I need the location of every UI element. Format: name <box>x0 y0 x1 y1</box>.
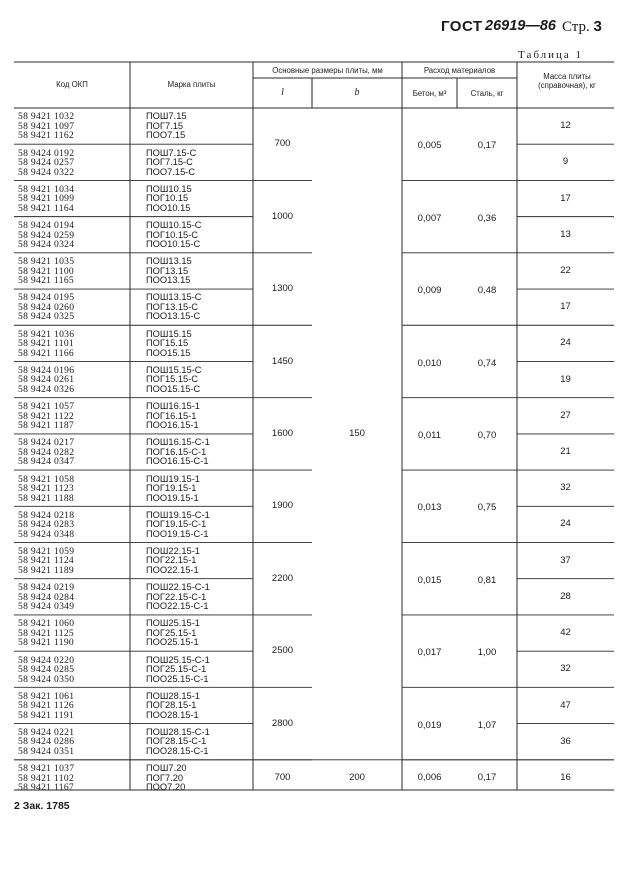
okp-code: 58 9424 0220 <box>18 654 75 666</box>
okp-code: 58 9421 1123 <box>18 483 75 494</box>
plate-mark: ПОШ16.15-1 <box>146 401 200 411</box>
plate-mass: 17 <box>560 301 571 313</box>
plate-mass: 36 <box>560 735 571 747</box>
plate-mark: ПОШ13.15-С <box>146 292 202 303</box>
page-number: 3 <box>593 18 602 35</box>
okp-code: 58 9424 0285 <box>18 664 75 675</box>
plate-mark: ПОГ22.15-1 <box>146 555 197 566</box>
plate-mark: ПОШ28.15-1 <box>146 690 200 701</box>
plate-mark: ПОГ25.15-С-1 <box>146 664 207 674</box>
plate-mass: 28 <box>560 590 571 602</box>
width-b: 150 <box>349 427 365 439</box>
plate-mark: ПОГ7.15-С <box>146 157 193 168</box>
plate-mass: 24 <box>560 337 571 349</box>
okp-code: 58 9424 0282 <box>18 446 75 458</box>
table-caption: Таблица 1 <box>518 49 584 61</box>
okp-code: 58 9424 0261 <box>18 374 75 386</box>
plate-mass: 37 <box>560 554 571 566</box>
length-l: 2800 <box>271 717 294 729</box>
plate-mass: 9 <box>562 156 569 168</box>
standard-label: ГОСТ <box>441 18 483 35</box>
page-label: Стр. <box>562 19 590 35</box>
okp-code: 58 9421 1034 <box>18 183 75 195</box>
plate-mark: ПОО10.15-С <box>146 239 201 249</box>
okp-code: 58 9421 1187 <box>18 420 75 431</box>
col-header-mass: Масса плиты (справочная), кг <box>538 72 596 90</box>
plate-mass: 17 <box>560 192 571 204</box>
okp-code: 58 9424 0192 <box>18 147 75 159</box>
okp-code: 58 9424 0347 <box>18 456 75 468</box>
okp-code: 58 9424 0257 <box>18 157 75 169</box>
plate-mark: ПОГ15.15-С <box>146 374 199 385</box>
plate-mark: ПОО13.15 <box>146 275 191 286</box>
plate-mark: ПОШ25.15-С-1 <box>146 654 210 665</box>
col-header-steel: Сталь, кг <box>470 89 504 98</box>
plate-mark: ПОШ13.15 <box>146 256 192 267</box>
okp-code: 58 9424 0350 <box>18 673 75 685</box>
plate-mark: ПОШ10.15-С <box>146 220 202 230</box>
plate-mark: ПОГ10.15 <box>146 193 189 204</box>
okp-code: 58 9424 0325 <box>18 311 75 323</box>
length-l: 700 <box>274 138 291 150</box>
col-header-dimensions: Основные размеры плиты, мм <box>272 66 383 75</box>
okp-code: 58 9424 0196 <box>18 364 75 376</box>
plate-mark: ПОО22.15-С-1 <box>146 601 209 612</box>
steel-mass: 1,00 <box>477 647 497 659</box>
width-b-last: 200 <box>349 771 365 783</box>
plate-mark: ПОГ13.15 <box>146 265 189 276</box>
okp-code: 58 9421 1061 <box>18 690 75 702</box>
okp-code: 58 9424 0349 <box>18 601 75 613</box>
plate-mark: ПОО16.15-С-1 <box>146 456 209 467</box>
concrete-volume: 0,005 <box>417 140 442 152</box>
okp-code: 58 9424 0348 <box>18 528 75 540</box>
plate-mark: ПОО7.15-С <box>146 166 196 177</box>
okp-code: 58 9424 0259 <box>18 229 75 241</box>
okp-code: 58 9424 0260 <box>18 301 75 313</box>
plate-mark: ПОГ28.15-С-1 <box>146 736 207 747</box>
okp-code: 58 9421 1189 <box>18 564 75 576</box>
plate-mark: ПОО19.15-С-1 <box>146 528 209 539</box>
length-l: 1450 <box>271 355 294 367</box>
plate-mass: 19 <box>560 373 571 385</box>
plate-mark: ПОГ28.15-1 <box>146 700 197 711</box>
plate-mark: ПОШ19.15-1 <box>146 473 200 484</box>
plate-mark: ПОШ15.15-С <box>146 364 202 375</box>
okp-code: 58 9424 0322 <box>18 166 75 178</box>
steel-mass: 0,36 <box>477 212 497 224</box>
length-l: 1600 <box>271 427 294 439</box>
plate-mark: ПОО25.15-1 <box>146 637 199 648</box>
length-l-last: 700 <box>274 771 291 783</box>
footer-note: 2 Зак. 1785 <box>14 800 70 812</box>
plate-mark: ПОШ22.15-1 <box>146 545 200 556</box>
okp-code: 58 9424 0286 <box>18 736 75 748</box>
okp-code: 58 9421 1060 <box>18 618 75 630</box>
length-l: 1300 <box>271 283 294 295</box>
okp-code: 58 9421 1097 <box>18 120 75 132</box>
okp-code: 58 9421 1166 <box>18 347 75 359</box>
plate-mark: ПОГ16.15-1 <box>146 410 197 421</box>
plate-mark: ПОО15.15 <box>146 347 191 358</box>
okp-code: 58 9421 1102 <box>18 772 75 784</box>
plate-mark: ПОГ15.15 <box>146 338 189 349</box>
plate-mark: ПОШ7.20 <box>146 763 187 774</box>
okp-code: 58 9424 0194 <box>18 220 75 231</box>
standard-number: 26919—86 <box>485 18 556 34</box>
plate-mass: 22 <box>560 264 571 276</box>
concrete-volume: 0,009 <box>417 285 442 297</box>
plate-mark: ПОГ16.15-С-1 <box>146 446 207 457</box>
plate-mark: ПОШ15.15 <box>146 328 192 339</box>
steel-mass-last: 0,17 <box>477 771 497 783</box>
plate-mark: ПОГ22.15-С-1 <box>146 591 207 602</box>
plate-mark: ПОШ28.15-С-1 <box>146 726 210 737</box>
okp-code: 58 9424 0324 <box>18 239 75 250</box>
okp-code: 58 9424 0351 <box>18 745 75 757</box>
concrete-volume: 0,007 <box>417 212 442 224</box>
okp-code: 58 9421 1167 <box>18 782 75 794</box>
okp-code: 58 9421 1036 <box>18 328 75 340</box>
plate-mark: ПОО13.15-С <box>146 311 201 322</box>
steel-mass: 0,74 <box>477 357 497 369</box>
okp-code: 58 9424 0218 <box>18 509 75 521</box>
col-header-b: b <box>354 87 360 98</box>
plate-mark: ПОО15.15-С <box>146 383 201 394</box>
okp-code: 58 9421 1059 <box>18 545 75 557</box>
plate-mark: ПОО7.20 <box>146 782 186 793</box>
plate-mark: ПОШ16.15-С-1 <box>146 437 210 448</box>
okp-code: 58 9421 1165 <box>18 275 75 287</box>
concrete-volume: 0,017 <box>417 647 442 659</box>
plate-mark: ПОО10.15 <box>146 202 191 213</box>
okp-code: 58 9421 1191 <box>18 709 75 721</box>
concrete-volume: 0,015 <box>417 574 442 586</box>
col-header-l: l <box>281 87 284 98</box>
plate-mass: 13 <box>560 228 571 240</box>
plate-mass: 24 <box>560 518 571 530</box>
concrete-volume: 0,011 <box>417 429 442 441</box>
plate-mark: ПОШ10.15 <box>146 183 192 194</box>
okp-code: 58 9421 1032 <box>18 111 75 123</box>
steel-mass: 0,81 <box>477 574 497 586</box>
plate-mark: ПОШ19.15-С-1 <box>146 509 210 520</box>
okp-code: 58 9421 1122 <box>18 410 75 422</box>
plate-mark: ПОГ10.15-С <box>146 229 199 240</box>
col-header-code: Код ОКП <box>56 80 88 89</box>
plate-mark: ПОГ13.15-С <box>146 301 199 312</box>
concrete-volume: 0,010 <box>417 357 442 369</box>
plate-mark: ПОГ19.15-С-1 <box>146 519 207 530</box>
length-l: 1900 <box>271 500 294 512</box>
okp-code: 58 9424 0195 <box>18 292 75 304</box>
plate-mark: ПОО22.15-1 <box>146 564 199 575</box>
plate-mark: ПОГ7.20 <box>146 772 184 783</box>
col-header-materials: Расход материалов <box>423 66 496 75</box>
plate-mass: 16 <box>560 771 571 783</box>
okp-code: 58 9421 1164 <box>18 202 75 214</box>
steel-mass: 0,70 <box>477 429 497 441</box>
col-header-concrete: Бетон, м³ <box>412 89 447 98</box>
plate-mark: ПОШ22.15-С-1 <box>146 582 210 593</box>
plate-mass: 12 <box>560 120 571 132</box>
concrete-volume: 0,013 <box>417 502 442 514</box>
plate-mark: ПОО25.15-С-1 <box>146 673 209 684</box>
okp-code: 58 9421 1058 <box>18 473 75 485</box>
plate-mark: ПОО28.15-1 <box>146 709 199 720</box>
okp-code: 58 9421 1190 <box>18 637 75 649</box>
okp-code: 58 9421 1124 <box>18 555 75 567</box>
plate-mark: ПОО28.15-С-1 <box>146 745 209 756</box>
okp-code: 58 9421 1100 <box>18 265 75 277</box>
length-l: 2500 <box>271 645 294 657</box>
okp-code: 58 9424 0284 <box>18 591 75 603</box>
okp-code: 58 9421 1126 <box>18 700 75 712</box>
plate-mark: ПОО19.15-1 <box>146 492 199 503</box>
plate-mark: ПОГ25.15-1 <box>146 627 197 638</box>
steel-mass: 0,75 <box>477 502 497 514</box>
plate-mass: 32 <box>560 663 571 675</box>
plate-mark: ПОГ7.15 <box>146 120 184 131</box>
plate-mass: 32 <box>560 482 571 494</box>
col-header-mark: Марка плиты <box>167 80 216 89</box>
plate-mass: 47 <box>560 699 571 711</box>
okp-code: 58 9421 1188 <box>18 492 75 504</box>
plate-mark: ПОО16.15-1 <box>146 420 199 430</box>
plate-mark: ПОШ7.15-С <box>146 147 197 158</box>
plate-mass: 42 <box>560 627 571 638</box>
plate-mass: 27 <box>560 409 571 421</box>
okp-code: 58 9421 1101 <box>18 338 75 350</box>
okp-code: 58 9421 1125 <box>18 627 75 639</box>
steel-mass: 0,17 <box>477 140 497 152</box>
okp-code: 58 9421 1057 <box>18 401 75 412</box>
plate-mark: ПОШ25.15-1 <box>146 618 200 629</box>
concrete-volume-last: 0,006 <box>417 771 442 783</box>
steel-mass: 0,48 <box>477 285 497 297</box>
okp-code: 58 9421 1037 <box>18 763 75 775</box>
concrete-volume: 0,019 <box>417 719 442 731</box>
okp-code: 58 9424 0326 <box>18 383 75 395</box>
plate-mark: ПОШ7.15 <box>146 111 187 122</box>
okp-code: 58 9421 1035 <box>18 256 75 268</box>
okp-code: 58 9424 0219 <box>18 582 75 594</box>
plate-mark: ПОГ19.15-1 <box>146 483 197 493</box>
okp-code: 58 9421 1099 <box>18 193 75 205</box>
plate-mark: ПОО7.15 <box>146 130 186 141</box>
okp-code: 58 9424 0217 <box>18 437 75 449</box>
length-l: 2200 <box>271 572 294 584</box>
okp-code: 58 9421 1162 <box>18 130 75 142</box>
plate-mass: 21 <box>560 446 571 457</box>
length-l: 1000 <box>271 210 294 222</box>
okp-code: 58 9424 0221 <box>18 726 75 738</box>
steel-mass: 1,07 <box>477 719 497 731</box>
okp-code: 58 9424 0283 <box>18 519 75 531</box>
